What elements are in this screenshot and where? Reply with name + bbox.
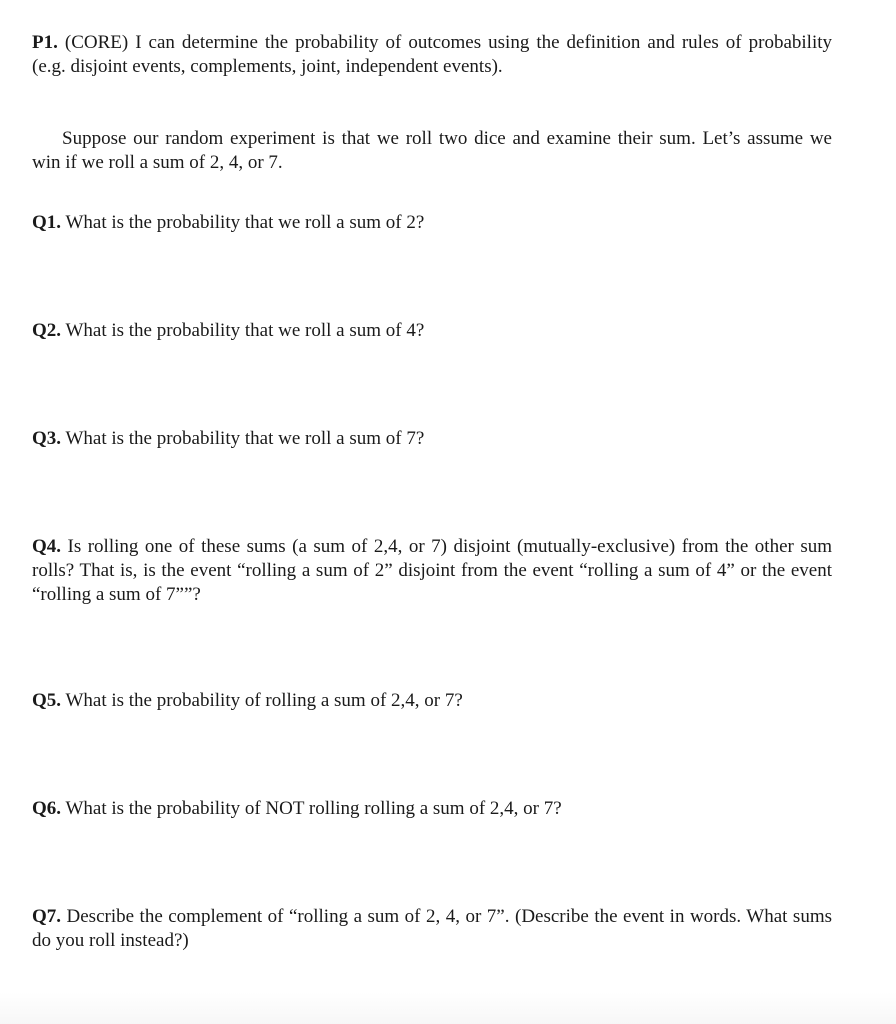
question-label: Q1. [32,212,62,233]
question-text: Is rolling one of these sums (a sum of 2,4, or 7) disjoint (mutually-exclusive) from the other sum rolls? That is, is the event “rolling a sum of 2” disjoint from the event “rolling a sum of 4” or the event “rolling a sum of 7””? [32,536,833,605]
question-label: Q5. [32,690,62,711]
question-q2 [32,319,832,343]
question-q1 [32,211,832,235]
question-label: Q6. [32,798,62,819]
question-text: What is the probability that we roll a sum of 7? [65,428,425,449]
question-label: Q7. [32,906,62,927]
objective-label: P1. [32,32,58,53]
question-text: What is the probability that we roll a sum of 2? [65,212,425,233]
objective-text: (CORE) I can determine the probability of outcomes using the definition and rules of probability (e.g. disjoint events, complements, joint, independent events). [32,32,833,77]
question-label: Q3. [32,428,62,449]
question-q5 [32,689,832,713]
question-label: Q4. [32,536,62,557]
question-text: What is the probability that we roll a sum of 4? [65,320,425,341]
question-label: Q2. [32,320,62,341]
question-text: Describe the complement of “rolling a sum of 2, 4, or 7”. (Describe the event in words. What sums do you roll instead?) [32,906,833,951]
question-text: What is the probability of rolling a sum of 2,4, or 7? [65,690,463,711]
learning-objective [32,31,832,79]
question-text: What is the probability of NOT rolling rolling a sum of 2,4, or 7? [65,798,562,819]
page-bottom-edge [0,992,896,1024]
scenario-paragraph: Suppose our random experiment is that we roll two dice and examine their sum. Let’s assume we win if we roll a sum of 2, 4, or 7. [32,128,832,173]
question-q6 [32,797,832,821]
question-q3 [32,427,832,451]
question-q7 [32,905,832,953]
question-q4 [32,535,832,607]
